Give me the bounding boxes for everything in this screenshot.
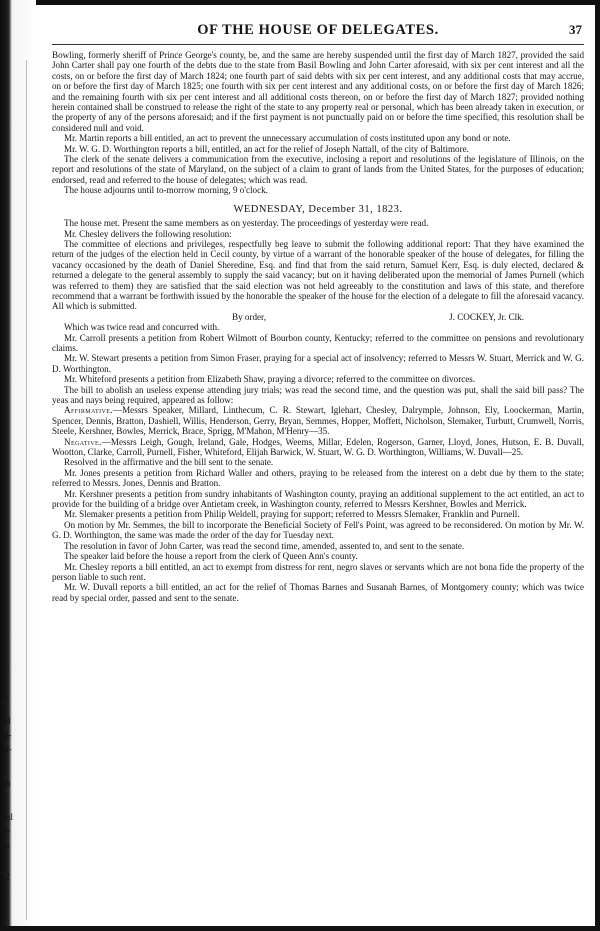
paragraph: The house met. Present the same members as on yesterday. The proceedings of yesterday were read.: [64, 218, 429, 229]
paragraph: Mr. W. Stewart presents a petition from Simon Fraser, praying for a special act of insolvency; referred to Messrs W. Stuart, Merrick and W. G. D. Worthington.: [52, 353, 584, 374]
paragraph: On motion by Mr. Semmes, the bill to incorporate the Beneficial Society of Fell's Point, was agreed to be reconsidered. On motion by Mr. W. G. D. Worthington, the same was made the order of the day for Tuesday next.: [52, 519, 584, 541]
paragraph: Mr. Slemaker presents a petition from Philip Weldell, praying for support; referred to Messrs Slemaker, Franklin and Purnell.: [64, 509, 520, 520]
signature-by-order: By order,: [232, 311, 266, 322]
paragraph: Mr. W. G. D. Worthington reports a bill, entitled, an act for the relief of Joseph Nattall, of the city of Baltimore.: [64, 143, 469, 154]
paragraph: Mr. Whiteford presents a petition from Elizabeth Shaw, praying a divorce; referred to the committee on divorces.: [64, 374, 476, 385]
paragraph: Mr. Chesley reports a bill entitled, an act to exempt from distress for rent, negro slaves or servants which are not bona fide the property of the person liable to such rent.: [52, 561, 584, 582]
paragraph: The resolution in favor of John Carter, was read the second time, amended, assented to, and sent to the senate.: [64, 540, 465, 551]
vote-negative: [52, 437, 584, 458]
margin-fragment: 's: [2, 764, 8, 774]
vote-label: Negative.: [64, 436, 102, 447]
margin-fragment: nal: [2, 812, 13, 822]
margin-fragment: as: [2, 840, 10, 850]
vote-label: Affirmative.: [64, 405, 113, 416]
paragraph: Mr. Carroll presents a petition from Robert Wilmott of Bourbon county, Kentucky; referred to the committee on pensions and revolutionary claims.: [52, 332, 584, 353]
margin-fragment: s2: [2, 872, 11, 882]
signature-name: J. COCKEY, Jr. Clk.: [449, 311, 524, 322]
paragraph: The committee of elections and privileges, respectfully beg leave to submit the following additional report: That they have examined the return of the judges of the election held in Cecil county, by virtue of a warrant of the honorable speaker of the house of delegates, for filling the vacancy occasioned by the death of Daniel Sheredine, Esq. and find that from the said return, Samuel Kerr, Esq. is duly elected, declared & returned a delegate to the general assembly to supply the said vacancy; but on it having deliberated upon the memorial of James Purnell (which was referred to them) they are satisfied that the said election was not held agreeably to the constitution and laws of this state, and therefore recommend that a warrant be forthwith issued by the honorable the speaker of the house for the election of a delegate to fill the aforesaid vacancy. All which is submitted.: [52, 238, 584, 312]
paragraph: Mr. Martin reports a bill entitled, an act to prevent the unnecessary accumulation of costs instituted upon any bond or note.: [64, 133, 511, 144]
scan-border-right: [595, 0, 600, 931]
margin-fragment: ee: [2, 826, 10, 836]
margin-fragment: ch: [2, 778, 11, 788]
gutter-shadow: [26, 60, 27, 920]
signature-line: [52, 312, 584, 322]
paragraph: Which was twice read and concurred with.: [64, 322, 220, 333]
margin-fragment: n,: [2, 690, 9, 700]
vote-names: —Messrs Speaker, Millard, Linthecum, C. R. Stewart, Iglehart, Chesley, Dalrymple, Johnson, Ely, Loockerman, Martin, Spencer, Dennis, Bratton, Dashiell, Willis, Henderson, Gerry, Bryan, Semmes, Hopper, Moffett, Nicholson, Slemaker, Turbutt, Crumwell, Norris, Steele, Kershner, Bowles, Merrick, Brace, Sprigg, M'Mahon, M'Henry—35.: [52, 405, 584, 437]
page-header: [52, 18, 584, 45]
paragraph: Mr. Jones presents a petition from Richard Waller and others, praying to be released from the interest on a debt due by them to the state; referred to Messrs. Jones, Dennis and Bratton.: [52, 467, 584, 489]
paragraph: The house adjourns until to-morrow morning, 9 o'clock.: [64, 185, 268, 196]
date-heading: WEDNESDAY, December 31, 1823.: [233, 203, 403, 215]
paragraph: The bill to abolish an useless expense attending jury trials; was read the second time, and the question was put, shall the said bill pass? The yeas and nays being required, appeared as follow:: [52, 384, 584, 405]
page-number: 37: [569, 22, 582, 37]
facing-page-margin: [2, 0, 26, 931]
margin-fragment: y-: [2, 664, 10, 674]
paragraph: The speaker laid before the house a report from the clerk of Queen Ann's county.: [64, 551, 358, 562]
scan-border-top: [0, 0, 600, 5]
paragraph: Mr. W. Duvall reports a bill entitled, an act for the relief of Thomas Barnes and Susanah Barnes, of Montgomery county; which was twice read by special order, passed and sent to the senate.: [52, 582, 584, 603]
paragraph: Bowling, formerly sheriff of Prince George's county, be, and the same are hereby suspended until the first day of March 1827, provided the said John Carter shall pay one fourth of the debts due to the state from Basil Bowling and John Carter aforesaid, with six per cent interest and all the costs, on or before the first day of March 1824; one fourth part of said debts with six per cent interest, and any additional costs that may accrue, on or before the first day of March 1825; one fourth with six per cent interest and any additional costs, on or before the first day of March 1826; and the remaining fourth with six per cent interest and all additional costs thereon, on or before the first day of March 1827; provided nothing herein contained shall be construed to release the right of the state to any property real or personal, which has been already taken in execution, or the property of any of the persons aforesaid; and if the first payment is not punctually paid on or before the time specified, this resolution shall be considered null and void.: [52, 50, 584, 133]
margin-fragment: er-: [2, 744, 12, 754]
vote-affirmative: [52, 405, 584, 436]
paragraph: Mr. Kershner presents a petition from sundry inhabitants of Washington county, praying an additional supplement to the act entitled, an act to provide for the building of a bridge over Antietam creek, in Washington county, referred to Messrs Kershner, Bowles and Merrick.: [52, 488, 584, 510]
vote-names: —Messrs Leigh, Gough, Ireland, Gale, Hodges, Weems, Millar, Edelen, Rogerson, Garner, Lloyd, Jones, Hutson, E. B. Duvall, Wootton, Clarke, Carroll, Purnell, Fisher, Whiteford, Elijah Barwick, W. Stuart, W. G. D. Worthington, Williams, W. Duvall—25.: [52, 436, 584, 458]
journal-page: [52, 18, 584, 603]
paragraph: Mr. Chesley delivers the following resolution:: [64, 228, 232, 239]
scan-border-bottom: [0, 926, 600, 931]
page-body: [52, 50, 584, 603]
paragraph: The clerk of the senate delivers a communication from the executive, inclosing a report and resolutions of the legislature of Illinois, on the report and resolutions of the state of Maryland, on the subject of a claim to grant of lands from the United States, for the purposes of education; endorsed, read and referred to the house of delegates; which was read.: [52, 154, 584, 185]
margin-fragment: ed: [2, 716, 11, 726]
running-head: OF THE HOUSE OF DELEGATES.: [197, 22, 439, 38]
margin-fragment: d: [2, 514, 7, 524]
paragraph: Resolved in the affirmative and the bill sent to the senate.: [64, 457, 274, 468]
margin-fragment: al-: [2, 730, 12, 740]
